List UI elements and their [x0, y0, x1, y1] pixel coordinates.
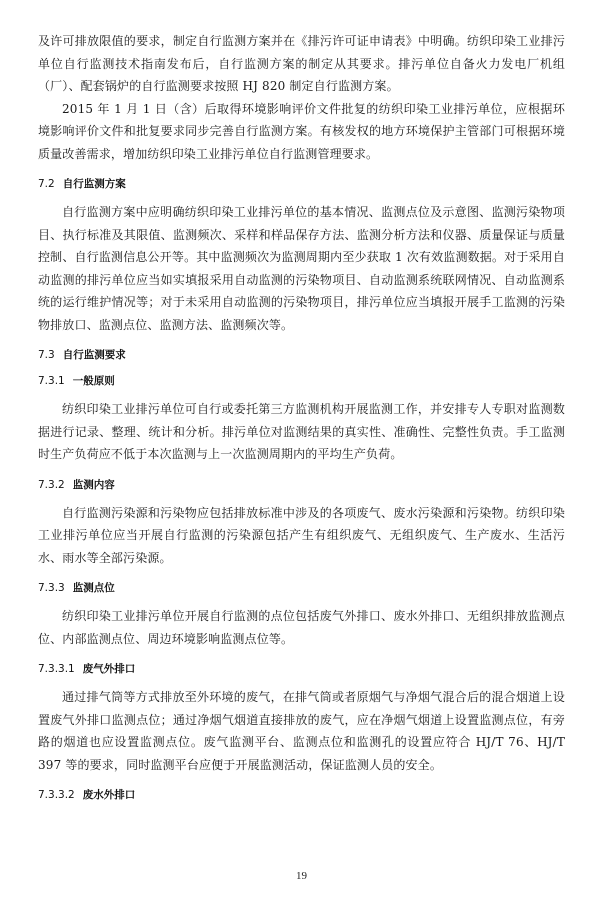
- section-title: 自行监测要求: [62, 349, 126, 361]
- section-title: 自行监测方案: [62, 178, 126, 190]
- page-number: 19: [296, 870, 307, 882]
- section-number: 7.3.3.2: [38, 789, 75, 801]
- section-heading-7-3-3: [38, 581, 565, 595]
- section-heading-7-3: [38, 348, 565, 362]
- paragraph-general-principles: 纺织印染工业排污单位可自行或委托第三方监测机构开展监测工作，并安排专人专职对监测数据进行记录、整理、统计和分析。排污单位对监测结果的真实性、准确性、完整性负责。手工监测时生产负荷应不低于本次监测与上一次监测周期内的平均生产负荷。: [38, 402, 565, 461]
- section-title: 监测点位: [72, 582, 115, 594]
- section-heading-7-2: [38, 177, 565, 191]
- section-title: 废气外排口: [82, 663, 136, 675]
- paragraph-permit-continuation: 及许可排放限值的要求，制定自行监测方案并在《排污许可证申请表》中明确。纺织印染工业排污单位自行监测技术指南发布后，自行监测方案的制定从其要求。排污单位自备火力发电厂机组（厂）、配套锅炉的自行监测要求按照 HJ 820 制定自行监测方案。: [38, 34, 565, 93]
- section-number: 7.3.2: [38, 478, 65, 491]
- paragraph-exhaust-outlet: 通过排气筒等方式排放至外环境的废气，在排气筒或者原烟气与净烟气混合后的混合烟道上设置废气外排口监测点位；通过净烟气烟道直接排放的废气，应在净烟气烟道上设置监测点位，有旁路的烟道也应设置监测点位。废气监测平台、监测点位和监测孔的设置应符合 HJ/T 76、HJ/T 397 等的要求，同时监测平台应便于开展监测活动，保证监测人员的安全。: [38, 690, 565, 772]
- paragraph-eia-2015: 2015 年 1 月 1 日（含）后取得环境影响评价文件批复的纺织印染工业排污单位，应根据环境影响评价文件和批复要求同步完善自行监测方案。有核发权的地方环境保护主管部门可根据环境质量改善需求，增加纺织印染工业排污单位自行监测管理要求。: [38, 101, 565, 161]
- section-heading-7-3-3-2: [38, 788, 565, 802]
- section-number: 7.3.1: [38, 375, 65, 387]
- section-heading-7-3-1: [38, 374, 565, 388]
- section-number: 7.3: [38, 349, 55, 361]
- section-title: 废水外排口: [82, 789, 136, 801]
- section-title: 一般原则: [72, 375, 115, 387]
- section-title: 监测内容: [72, 478, 115, 491]
- section-heading-7-3-3-1: [38, 662, 565, 676]
- section-number: 7.3.3.1: [38, 663, 75, 675]
- paragraph-monitoring-plan: 自行监测方案中应明确纺织印染工业排污单位的基本情况、监测点位及示意图、监测污染物项目、执行标准及其限值、监测频次、采样和样品保存方法、监测分析方法和仪器、质量保证与质量控制、自行监测信息公开等。其中监测频次为监测周期内至少获取 1 次有效监测数据。对于采用自动监测的排污单位应当如实填报采用自动监测的污染物项目、自动监测系统联网情况、自动监测系统的运行维护情况等；对于未采用自动监测的污染物项目，排污单位应当填报开展手工监测的污染物排放口、监测点位、监测方法、监测频次等。: [38, 205, 565, 332]
- paragraph-monitoring-points: 纺织印染工业排污单位开展自行监测的点位包括废气外排口、废水外排口、无组织排放监测点位、内部监测点位、周边环境影响监测点位等。: [38, 609, 565, 646]
- section-heading-7-3-2: [38, 478, 565, 492]
- paragraph-monitoring-content: 自行监测污染源和污染物应包括排放标准中涉及的各项废气、废水污染源和污染物。纺织印染工业排污单位应当开展自行监测的污染源包括产生有组织废气、无组织废气、生产废水、生活污水、雨水等全部污染源。: [38, 505, 565, 565]
- section-number: 7.2: [38, 178, 55, 190]
- section-number: 7.3.3: [38, 582, 65, 594]
